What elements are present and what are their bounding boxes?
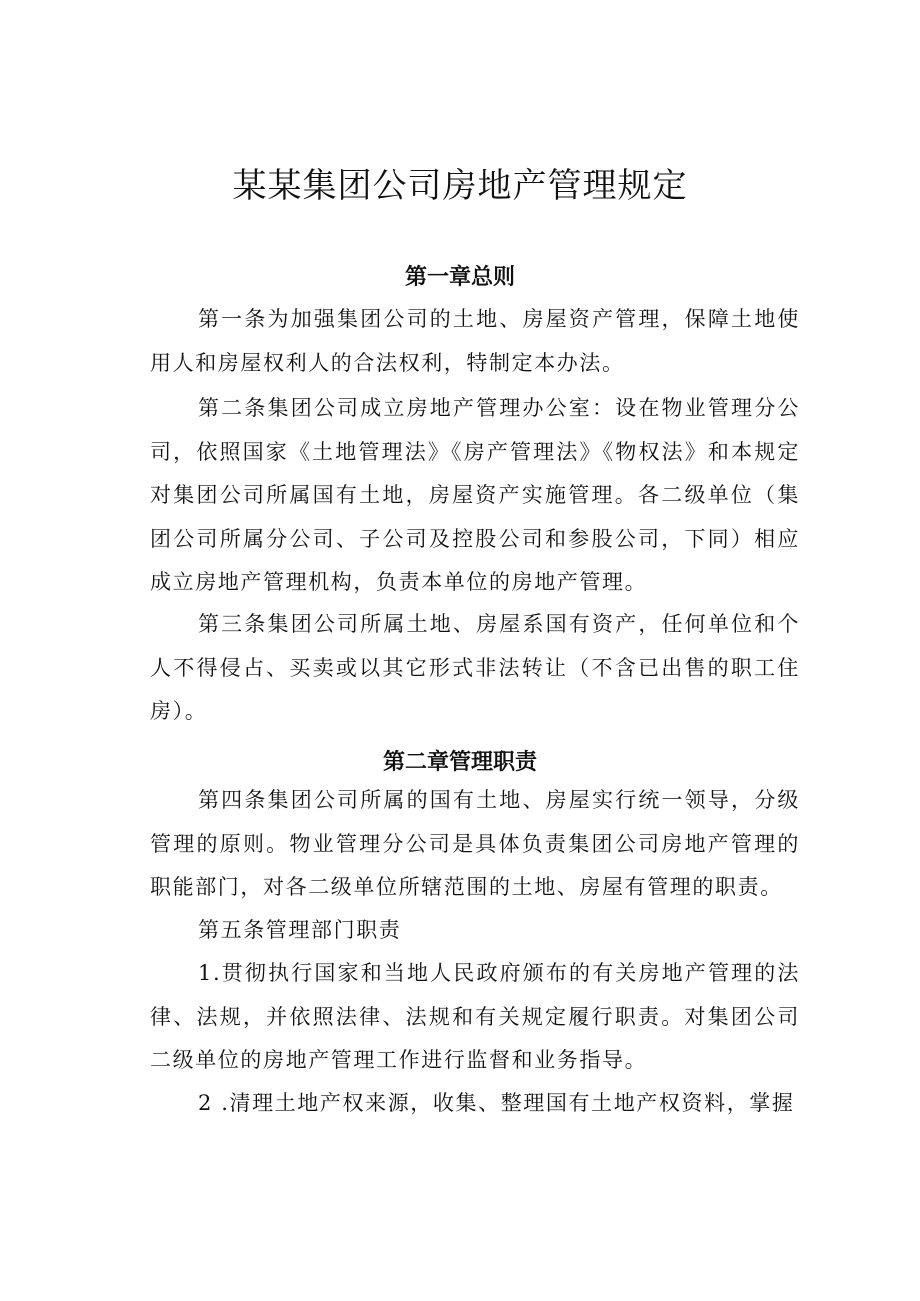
article-1-paragraph: 第一条为加强集团公司的土地、房屋资产管理，保障土地使用人和房屋权利人的合法权利，特制定本办法。 — [150, 307, 800, 375]
document-title: 某某集团公司房地产管理规定 — [232, 166, 688, 206]
chapter-2-heading: 第二章管理职责 — [382, 750, 537, 775]
article-2-paragraph: 第二条集团公司成立房地产管理办公室：设在物业管理分公司，依照国家《土地管理法》《房产管理法》《物权法》和本规定对集团公司所属国有土地，房屋资产实施管理。各二级单位（集团公司所属分公司、子公司及控股公司和参股公司，下同）相应成立房地产管理机构，负责本单位的房地产管理。 — [150, 396, 800, 594]
article-5-item-1: 1.贯彻执行国家和当地人民政府颁布的有关房地产管理的法律、法规，并依照法律、法规和有关规定履行职责。对集团公司二级单位的房地产管理工作进行监督和业务指导。 — [150, 961, 800, 1072]
article-5-heading: 第五条管理部门职责 — [198, 918, 402, 942]
chapter-1-heading: 第一章总则 — [404, 265, 515, 290]
article-3-paragraph: 第三条集团公司所属土地、房屋系国有资产，任何单位和个人不得侵占、买卖或以其它形式非法转让（不含已出售的职工住房）。 — [150, 612, 800, 723]
article-4-paragraph: 第四条集团公司所属的国有土地、房屋实行统一领导，分级管理的原则。物业管理分公司是具体负责集团公司房地产管理的职能部门，对各二级单位所辖范围的土地、房屋有管理的职责。 — [150, 788, 800, 899]
article-5-item-2: 2 .清理土地产权来源，收集、整理国有土地产权资料，掌握 — [198, 1091, 795, 1115]
